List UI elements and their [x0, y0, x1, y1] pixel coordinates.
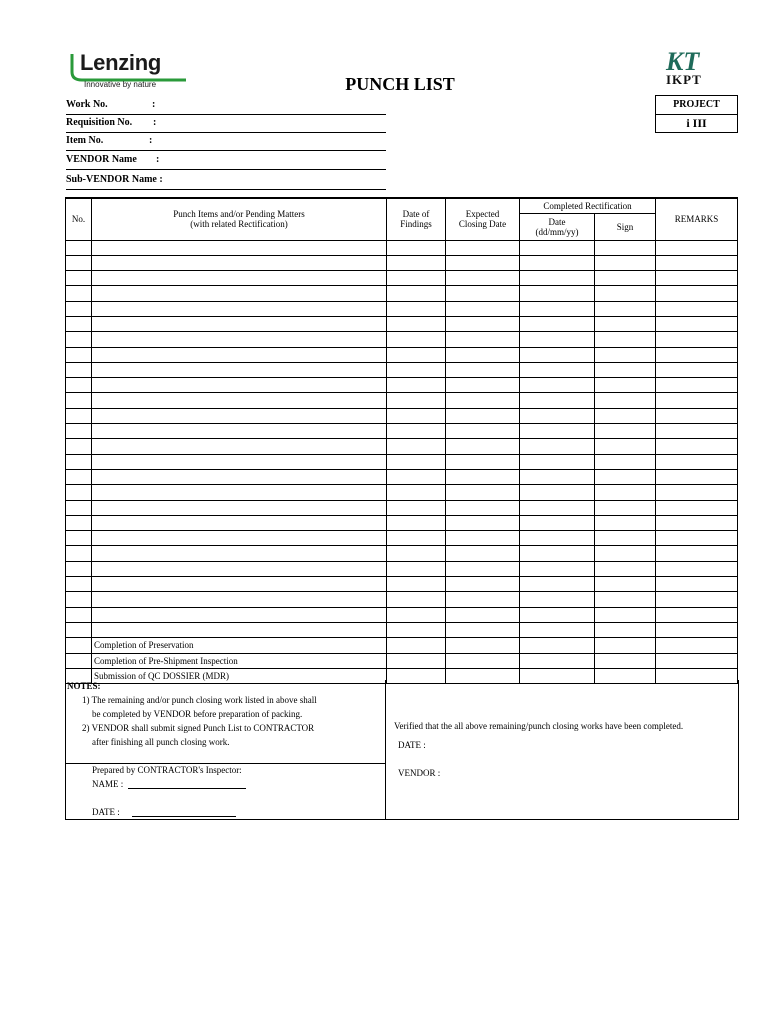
lenzing-tagline: Innovative by nature	[84, 80, 157, 89]
table-cell[interactable]	[66, 515, 92, 530]
date-label-left: DATE :	[92, 807, 120, 817]
table-cell[interactable]	[387, 316, 446, 331]
field-label: Work No.	[66, 99, 108, 110]
table-cell[interactable]	[520, 653, 595, 668]
table-cell[interactable]	[66, 485, 92, 500]
table-cell[interactable]	[92, 408, 387, 423]
ikpt-logo	[664, 48, 718, 88]
table-cell[interactable]	[656, 271, 738, 286]
ikpt-mark-icon	[664, 48, 718, 74]
table-cell[interactable]	[595, 439, 656, 454]
table-cell[interactable]	[656, 546, 738, 561]
table-cell[interactable]	[387, 301, 446, 316]
col-header-punch-items	[92, 198, 387, 240]
table-cell[interactable]	[446, 255, 520, 270]
table-cell[interactable]	[387, 347, 446, 362]
table-cell[interactable]	[595, 316, 656, 331]
table-cell[interactable]	[656, 531, 738, 546]
col-header-sign: Sign	[595, 213, 656, 240]
table-cell[interactable]	[446, 485, 520, 500]
table-cell[interactable]	[520, 255, 595, 270]
table-cell[interactable]	[66, 592, 92, 607]
table-cell[interactable]	[656, 561, 738, 576]
table-cell[interactable]	[656, 622, 738, 637]
table-cell[interactable]	[446, 592, 520, 607]
table-cell[interactable]	[92, 378, 387, 393]
field-label: VENDOR Name	[66, 154, 137, 165]
field-colon: :	[153, 117, 157, 128]
col-header-punch-items-line1: Punch Items and/or Pending Matters	[173, 209, 305, 220]
table-cell[interactable]	[595, 393, 656, 408]
notes-divider	[385, 680, 386, 819]
note-1-line-1: 1) The remaining and/or punch closing work listed in above shall	[82, 695, 317, 705]
table-cell[interactable]	[656, 286, 738, 301]
prepared-by-label: Prepared by CONTRACTOR's Inspector:	[92, 765, 242, 775]
table-row	[66, 561, 738, 576]
table-cell[interactable]	[520, 286, 595, 301]
table-cell[interactable]	[66, 378, 92, 393]
table-cell[interactable]	[387, 653, 446, 668]
table-cell[interactable]	[92, 469, 387, 484]
table-cell[interactable]	[92, 577, 387, 592]
table-cell[interactable]	[595, 561, 656, 576]
table-row	[66, 393, 738, 408]
table-cell[interactable]	[66, 424, 92, 439]
table-cell[interactable]	[446, 500, 520, 515]
table-row	[66, 347, 738, 362]
col-header-remarks: REMARKS	[656, 198, 738, 240]
table-cell[interactable]	[656, 653, 738, 668]
table-cell[interactable]	[520, 622, 595, 637]
table-cell[interactable]	[520, 546, 595, 561]
table-cell[interactable]	[446, 531, 520, 546]
table-cell[interactable]	[595, 332, 656, 347]
table-cell[interactable]	[92, 255, 387, 270]
field-vendor-name[interactable]	[66, 151, 386, 170]
table-cell[interactable]	[595, 240, 656, 255]
note-2-line-2: after finishing all punch closing work.	[92, 737, 230, 747]
table-cell[interactable]	[595, 577, 656, 592]
table-cell[interactable]	[387, 515, 446, 530]
summary-row-label: Completion of Preservation	[92, 638, 387, 653]
table-cell[interactable]	[656, 301, 738, 316]
table-cell[interactable]	[595, 546, 656, 561]
table-cell[interactable]	[595, 485, 656, 500]
table-cell[interactable]	[387, 439, 446, 454]
table-cell[interactable]	[446, 577, 520, 592]
notes-title: NOTES:	[67, 681, 101, 691]
table-cell[interactable]	[387, 531, 446, 546]
table-cell[interactable]	[387, 485, 446, 500]
table-cell[interactable]	[92, 546, 387, 561]
project-value: i III	[686, 116, 707, 130]
table-cell[interactable]	[656, 577, 738, 592]
field-label: Sub-VENDOR Name :	[66, 174, 163, 185]
table-cell[interactable]	[66, 439, 92, 454]
table-cell[interactable]	[92, 515, 387, 530]
table-cell[interactable]	[92, 271, 387, 286]
table-cell[interactable]	[520, 500, 595, 515]
table-cell[interactable]	[595, 255, 656, 270]
table-cell[interactable]	[656, 454, 738, 469]
field-item-no[interactable]	[66, 132, 386, 151]
table-cell[interactable]	[66, 271, 92, 286]
table-cell[interactable]	[66, 561, 92, 576]
table-cell[interactable]	[656, 424, 738, 439]
table-cell[interactable]	[387, 500, 446, 515]
table-cell[interactable]	[520, 485, 595, 500]
table-cell[interactable]	[656, 607, 738, 622]
table-row	[66, 546, 738, 561]
table-cell[interactable]	[66, 653, 92, 668]
table-cell[interactable]	[66, 301, 92, 316]
table-cell[interactable]	[520, 561, 595, 576]
table-cell[interactable]	[66, 393, 92, 408]
table-cell[interactable]	[520, 515, 595, 530]
table-cell[interactable]	[387, 592, 446, 607]
project-box	[655, 95, 738, 133]
table-cell[interactable]	[520, 577, 595, 592]
table-row	[66, 408, 738, 423]
table-cell[interactable]	[387, 286, 446, 301]
table-cell[interactable]	[387, 240, 446, 255]
note-2-line-1: 2) VENDOR shall submit signed Punch List to CONTRACTOR	[82, 723, 315, 733]
table-cell[interactable]	[92, 439, 387, 454]
table-cell[interactable]	[595, 653, 656, 668]
lenzing-wordmark: Lenzing	[80, 50, 162, 75]
table-cell[interactable]	[387, 454, 446, 469]
table-row	[66, 301, 738, 316]
vendor-label: VENDOR :	[398, 768, 441, 778]
table-cell[interactable]	[595, 454, 656, 469]
col-header-completed-rectification: Completed Rectification	[520, 198, 656, 213]
table-cell[interactable]	[66, 638, 92, 653]
table-cell[interactable]	[66, 546, 92, 561]
table-row	[66, 240, 738, 255]
table-cell[interactable]	[656, 240, 738, 255]
table-cell[interactable]	[595, 622, 656, 637]
summary-row-label: Submission of QC DOSSIER (MDR)	[92, 668, 387, 683]
table-cell[interactable]	[656, 439, 738, 454]
table-cell[interactable]	[66, 469, 92, 484]
table-cell[interactable]	[66, 286, 92, 301]
table-cell[interactable]	[520, 424, 595, 439]
table-row	[66, 286, 738, 301]
table-cell[interactable]	[595, 469, 656, 484]
table-cell[interactable]	[92, 607, 387, 622]
ikpt-mark-text: KT	[666, 48, 700, 74]
table-cell[interactable]	[92, 622, 387, 637]
table-cell[interactable]	[66, 531, 92, 546]
table-cell[interactable]	[656, 347, 738, 362]
table-cell[interactable]	[92, 561, 387, 576]
table-cell[interactable]	[520, 378, 595, 393]
table-cell[interactable]	[520, 332, 595, 347]
table-cell[interactable]	[656, 469, 738, 484]
table-cell[interactable]	[92, 500, 387, 515]
table-cell[interactable]	[446, 362, 520, 377]
table-cell[interactable]	[595, 515, 656, 530]
table-cell[interactable]	[446, 378, 520, 393]
table-row	[66, 592, 738, 607]
table-cell[interactable]	[520, 592, 595, 607]
table-row	[66, 316, 738, 331]
table-row	[66, 577, 738, 592]
table-cell[interactable]	[387, 561, 446, 576]
table-cell[interactable]	[387, 255, 446, 270]
project-label: PROJECT	[656, 96, 737, 115]
table-cell[interactable]	[656, 378, 738, 393]
table-cell[interactable]	[92, 454, 387, 469]
field-colon: :	[152, 99, 156, 110]
notes-separator	[65, 763, 386, 764]
table-cell[interactable]	[387, 362, 446, 377]
table-cell[interactable]	[92, 301, 387, 316]
table-cell[interactable]	[520, 531, 595, 546]
table-row	[66, 439, 738, 454]
table-cell[interactable]	[92, 424, 387, 439]
table-cell[interactable]	[595, 271, 656, 286]
verified-statement: Verified that the all above remaining/punch closing works have been completed.	[394, 721, 684, 731]
table-cell[interactable]	[446, 653, 520, 668]
table-cell[interactable]	[656, 362, 738, 377]
page-title: PUNCH LIST	[345, 74, 455, 94]
table-cell[interactable]	[656, 592, 738, 607]
table-cell[interactable]	[520, 316, 595, 331]
summary-row-label: Completion of Pre-Shipment Inspection	[92, 653, 387, 668]
field-requisition-no[interactable]	[66, 114, 386, 133]
table-cell[interactable]	[66, 316, 92, 331]
table-row	[66, 607, 738, 622]
table-cell[interactable]	[656, 408, 738, 423]
table-cell[interactable]	[387, 332, 446, 347]
table-cell[interactable]	[656, 515, 738, 530]
table-cell[interactable]	[520, 607, 595, 622]
table-cell[interactable]	[446, 301, 520, 316]
table-cell[interactable]	[92, 316, 387, 331]
table-cell[interactable]	[387, 469, 446, 484]
table-cell[interactable]	[656, 332, 738, 347]
punch-list-table	[65, 197, 738, 684]
table-cell[interactable]	[66, 347, 92, 362]
table-row	[66, 469, 738, 484]
table-cell[interactable]	[595, 301, 656, 316]
table-row	[66, 255, 738, 270]
col-header-punch-items-line2: (with related Rectification)	[190, 219, 288, 230]
table-cell[interactable]	[656, 393, 738, 408]
table-cell[interactable]	[92, 240, 387, 255]
table-cell[interactable]	[520, 469, 595, 484]
table-cell[interactable]	[92, 332, 387, 347]
table-cell[interactable]	[446, 347, 520, 362]
table-cell[interactable]	[446, 546, 520, 561]
table-cell[interactable]	[520, 362, 595, 377]
table-cell[interactable]	[446, 469, 520, 484]
col-header-date-of-findings	[387, 198, 446, 240]
table-cell[interactable]	[656, 638, 738, 653]
table-cell[interactable]	[520, 393, 595, 408]
note-1-line-2: be completed by VENDOR before preparation of packing.	[92, 709, 303, 719]
col-header-date-findings-line2: Findings	[400, 219, 432, 230]
table-row	[66, 424, 738, 439]
date-signature-line[interactable]	[132, 816, 236, 817]
table-row	[66, 271, 738, 286]
table-cell[interactable]	[387, 378, 446, 393]
table-cell[interactable]	[387, 638, 446, 653]
field-colon: :	[149, 135, 153, 146]
table-row	[66, 531, 738, 546]
table-cell[interactable]	[446, 638, 520, 653]
table-cell[interactable]	[66, 454, 92, 469]
field-label: Item No.	[66, 135, 104, 146]
field-colon: :	[156, 154, 160, 165]
field-sub-vendor-name[interactable]	[66, 171, 386, 190]
table-cell[interactable]	[446, 408, 520, 423]
table-row-summary	[66, 638, 738, 653]
table-cell[interactable]	[446, 240, 520, 255]
col-header-expected-line2: Closing Date	[458, 219, 507, 230]
table-cell[interactable]	[595, 500, 656, 515]
field-label: Requisition No.	[66, 117, 133, 128]
table-cell[interactable]	[520, 347, 595, 362]
table-cell[interactable]	[446, 271, 520, 286]
table-cell[interactable]	[446, 515, 520, 530]
table-cell[interactable]	[595, 286, 656, 301]
col-header-expected-line1: Expected	[465, 209, 500, 220]
table-cell[interactable]	[595, 592, 656, 607]
table-row	[66, 500, 738, 515]
table-cell[interactable]	[446, 393, 520, 408]
table-cell[interactable]	[66, 255, 92, 270]
table-row	[66, 515, 738, 530]
table-cell[interactable]	[66, 332, 92, 347]
table-cell[interactable]	[595, 378, 656, 393]
name-label: NAME :	[92, 779, 124, 789]
table-cell[interactable]	[595, 408, 656, 423]
table-cell[interactable]	[92, 286, 387, 301]
table-cell[interactable]	[595, 607, 656, 622]
table-cell[interactable]	[595, 531, 656, 546]
table-row	[66, 454, 738, 469]
table-cell[interactable]	[92, 485, 387, 500]
table-cell[interactable]	[446, 424, 520, 439]
table-cell[interactable]	[387, 622, 446, 637]
table-cell[interactable]	[66, 622, 92, 637]
table-cell[interactable]	[66, 362, 92, 377]
table-row	[66, 378, 738, 393]
table-cell[interactable]	[92, 347, 387, 362]
table-cell[interactable]	[446, 332, 520, 347]
table-cell[interactable]	[66, 408, 92, 423]
field-work-no[interactable]	[66, 96, 386, 115]
table-cell[interactable]	[92, 393, 387, 408]
table-cell[interactable]	[92, 362, 387, 377]
table-cell[interactable]	[66, 240, 92, 255]
col-header-date-line2: (dd/mm/yy)	[535, 226, 579, 237]
table-cell[interactable]	[387, 408, 446, 423]
col-header-no: No.	[66, 198, 92, 240]
table-cell[interactable]	[520, 408, 595, 423]
table-cell[interactable]	[66, 607, 92, 622]
table-cell[interactable]	[656, 500, 738, 515]
table-cell[interactable]	[446, 439, 520, 454]
table-cell[interactable]	[520, 439, 595, 454]
table-row	[66, 332, 738, 347]
table-cell[interactable]	[446, 607, 520, 622]
table-cell[interactable]	[387, 546, 446, 561]
name-signature-line[interactable]	[128, 788, 246, 789]
table-cell[interactable]	[656, 485, 738, 500]
table-cell[interactable]	[446, 454, 520, 469]
table-row	[66, 622, 738, 637]
punch-table-body	[66, 240, 738, 684]
table-cell[interactable]	[595, 362, 656, 377]
table-cell[interactable]	[387, 607, 446, 622]
table-cell[interactable]	[66, 500, 92, 515]
table-cell[interactable]	[520, 454, 595, 469]
table-cell[interactable]	[595, 424, 656, 439]
lenzing-logo	[66, 50, 188, 94]
table-cell[interactable]	[595, 638, 656, 653]
table-cell[interactable]	[520, 240, 595, 255]
table-cell[interactable]	[520, 301, 595, 316]
table-cell[interactable]	[446, 316, 520, 331]
col-header-date-line1: Date	[548, 216, 566, 227]
table-cell[interactable]	[446, 561, 520, 576]
table-cell[interactable]	[520, 271, 595, 286]
table-cell[interactable]	[92, 592, 387, 607]
table-row	[66, 485, 738, 500]
col-header-date	[520, 213, 595, 240]
table-cell[interactable]	[446, 622, 520, 637]
table-cell[interactable]	[656, 255, 738, 270]
table-cell[interactable]	[520, 638, 595, 653]
table-cell[interactable]	[387, 271, 446, 286]
table-row-summary	[66, 653, 738, 668]
table-cell[interactable]	[66, 577, 92, 592]
table-cell[interactable]	[387, 577, 446, 592]
table-cell[interactable]	[387, 424, 446, 439]
table-cell[interactable]	[656, 316, 738, 331]
col-header-date-findings-line1: Date of	[402, 209, 430, 220]
table-cell[interactable]	[595, 347, 656, 362]
date-label-right: DATE :	[398, 740, 426, 750]
col-header-expected-closing-date	[446, 198, 520, 240]
table-cell[interactable]	[387, 393, 446, 408]
table-cell[interactable]	[92, 531, 387, 546]
ikpt-wordmark: IKPT	[666, 72, 702, 87]
table-row	[66, 362, 738, 377]
table-cell[interactable]	[446, 286, 520, 301]
